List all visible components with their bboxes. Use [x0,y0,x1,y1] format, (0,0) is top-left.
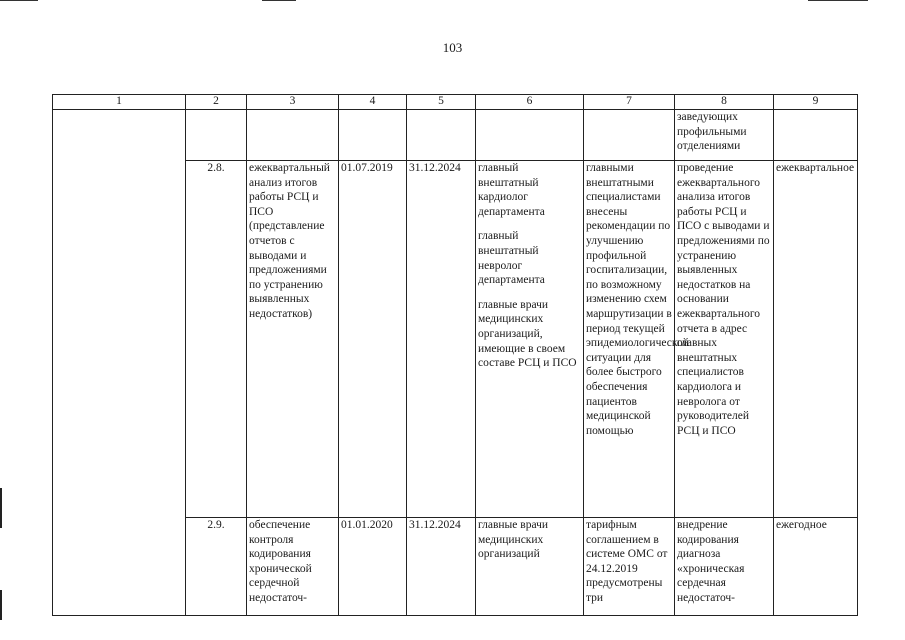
result-cell: тарифным соглашением в системе ОМС от 24.12.2019 предусмотрены три [584,518,675,616]
activity-cell [247,110,339,161]
end-date-cell [407,110,476,161]
end-date-cell: 31.12.2024 [407,161,476,518]
column-header: 7 [584,95,675,110]
column-header: 3 [247,95,339,110]
column-header: 6 [476,95,584,110]
start-date-cell: 01.07.2019 [339,161,407,518]
scan-edge-mark [808,0,868,1]
responsible-entry: главные врачи медицинских организаций [478,519,549,561]
end-date-cell: 31.12.2024 [407,518,476,616]
column-number-row [53,95,858,110]
table-row [53,110,858,161]
action-plan-table [52,94,858,616]
indicator-cell: внедрение кодирования диагноза «хроническая сердечная недостаточ- [675,518,774,616]
responsible-cell [476,518,584,616]
item-number-cell: 2.8. [186,161,247,518]
column-header: 1 [53,95,186,110]
indicator-cell: заведующих профильными отделениями [675,110,774,161]
frequency-cell: ежегодное [774,518,858,616]
activity-cell: обеспечение контроля кодирования хронической сердечной недостаточ- [247,518,339,616]
column-header: 4 [339,95,407,110]
item-number-cell [186,110,247,161]
page-number: 103 [442,40,463,55]
column-header: 2 [186,95,247,110]
start-date-cell [339,110,407,161]
result-cell [584,110,675,161]
frequency-cell: ежеквартальное [774,161,858,518]
column-header: 8 [675,95,774,110]
responsible-entry: главный внештатный кардиолог департамента [478,162,545,218]
responsible-cell [476,161,584,518]
binding-edge-mark [0,590,2,620]
activity-cell: ежеквартальный анализ итогов работы РСЦ и ПСО (представление отчетов с выводами и предложениями по устранению выявленных недостатков) [247,161,339,518]
start-date-cell: 01.01.2020 [339,518,407,616]
responsible-entry: главные врачи медицинских организаций, имеющие в своем составе РСЦ и ПСО [478,298,577,370]
column-header: 5 [407,95,476,110]
scan-edge-mark [262,0,296,1]
indicator-cell: проведение ежеквартального анализа итогов работы РСЦ и ПСО с выводами и предложениями по устранению выявленных недостатков на основании ежеквартального отчета в адрес главных внештатных специалистов кардиолога и невролога от руководителей РСЦ и ПСО [675,161,774,518]
responsible-cell [476,110,584,161]
binding-edge-mark [0,488,2,528]
scan-edge-mark [0,0,38,1]
section-cell [53,110,186,616]
responsible-entry: главный внештатный невролог департамента [478,230,545,287]
column-header: 9 [774,95,858,110]
frequency-cell [774,110,858,161]
result-cell: главными внештатными специалистами внесены рекомендации по улучшению профильной госпитализации, по возможному изменению схем маршрутизации в период текущей эпидемиологической ситуации для более быстрого обеспечения пациентов медицинской помощью [584,161,675,518]
item-number-cell: 2.9. [186,518,247,616]
